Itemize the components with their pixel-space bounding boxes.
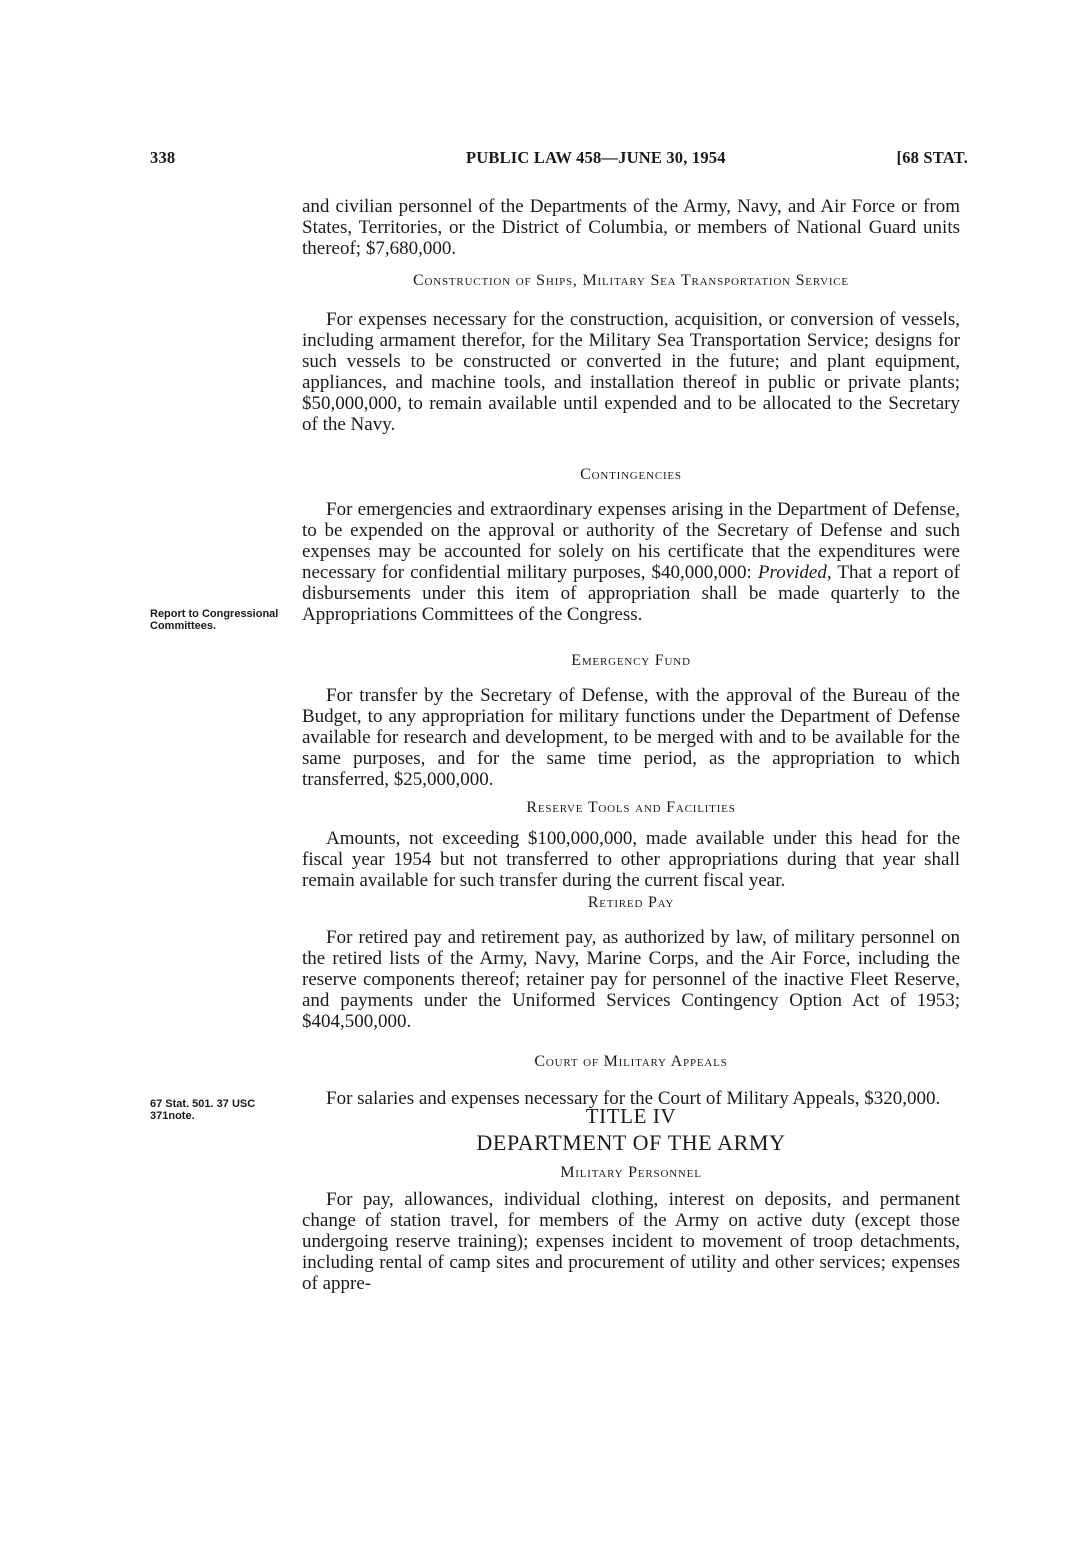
margin-note-statute: 67 Stat. 501. 37 USC 371note.: [150, 1098, 256, 1122]
section-heading-military-personnel: Military Personnel: [560, 1164, 702, 1181]
department-heading: DEPARTMENT OF THE ARMY: [476, 1130, 786, 1155]
document-body: [302, 196, 960, 1294]
emergency-fund-paragraph: For transfer by the Secretary of Defense, with the approval of the Bureau of the Budget, to any appropriation for military functions under the Department of Defense available for research and development, to be merged with and to be available for the same purposes, and for the same time period, as the appropriation to which transferred, $25,000,000.: [302, 685, 960, 790]
contingencies-text-a: For emergencies and extraordinary expenses arising in the Department of Defense, to be expended on the approval or authority of the Secretary of Defense and such expenses may be accounted for solely on his certificate that the expenditures were necessary for confidential military purposes, $40,000,000:: [302, 499, 960, 583]
provided-emphasis: Provided,: [757, 562, 832, 583]
section-heading-contingencies: Contingencies: [580, 466, 682, 483]
contingencies-paragraph: [302, 499, 960, 625]
continuation-paragraph: and civilian personnel of the Departments of the Army, Navy, and Air Force or from States, Territories, or the District of Columbia, or members of National Guard units thereof; $7,680,000.: [302, 196, 960, 259]
running-title: PUBLIC LAW 458—JUNE 30, 1954: [466, 148, 726, 167]
reserve-tools-paragraph: Amounts, not exceeding $100,000,000, made available under this head for the fiscal year 1954 but not transferred to other appropriations during that year shall remain available for such transfer during the current fiscal year.: [302, 828, 960, 891]
page-header: [150, 148, 968, 174]
margin-note-report: Report to Congressional Committees.: [150, 608, 279, 632]
retired-pay-paragraph: For retired pay and retirement pay, as authorized by law, of military personnel on the retired lists of the Army, Navy, Marine Corps, and the Air Force, including the reserve components thereof; retainer pay for personnel of the inactive Fleet Reserve, and payments under the Uniformed Services Contingency Option Act of 1953; $404,500,000.: [302, 927, 960, 1032]
military-personnel-paragraph: For pay, allowances, individual clothing, interest on deposits, and permanent change of station travel, for members of the Army on active duty (except those undergoing reserve training); expenses incident to movement of troop detachments, including rental of camp sites and procurement of utility and other services; expenses of appre-: [302, 1189, 960, 1294]
section-heading-court: Court of Military Appeals: [534, 1053, 728, 1070]
ships-paragraph: For expenses necessary for the construction, acquisition, or conversion of vessels, including armament therefor, for the Military Sea Transportation Service; designs for such vessels to be constructed or converted in the future; and plant equipment, appliances, and machine tools, and installation thereof in public or private plants; $50,000,000, to remain available until expended and to be allocated to the Secretary of the Navy.: [302, 309, 960, 435]
section-heading-ships: Construction of Ships, Military Sea Transportation Service: [413, 272, 849, 289]
section-heading-reserve-tools: Reserve Tools and Facilities: [526, 799, 736, 816]
section-heading-emergency-fund: Emergency Fund: [571, 652, 691, 669]
page-number: 338: [150, 148, 176, 167]
section-heading-retired-pay: Retired Pay: [587, 894, 675, 911]
statute-reference: [68 STAT.: [896, 148, 968, 167]
title-iv-heading: TITLE IV: [585, 1104, 677, 1128]
contingencies-text-b: That a report of disbursements under this item of appropriation shall be made quarterly to the Appropriations Committees of the Congress.: [302, 562, 960, 625]
court-paragraph: For salaries and expenses necessary for the Court of Military Appeals, $320,000.: [326, 1088, 941, 1109]
